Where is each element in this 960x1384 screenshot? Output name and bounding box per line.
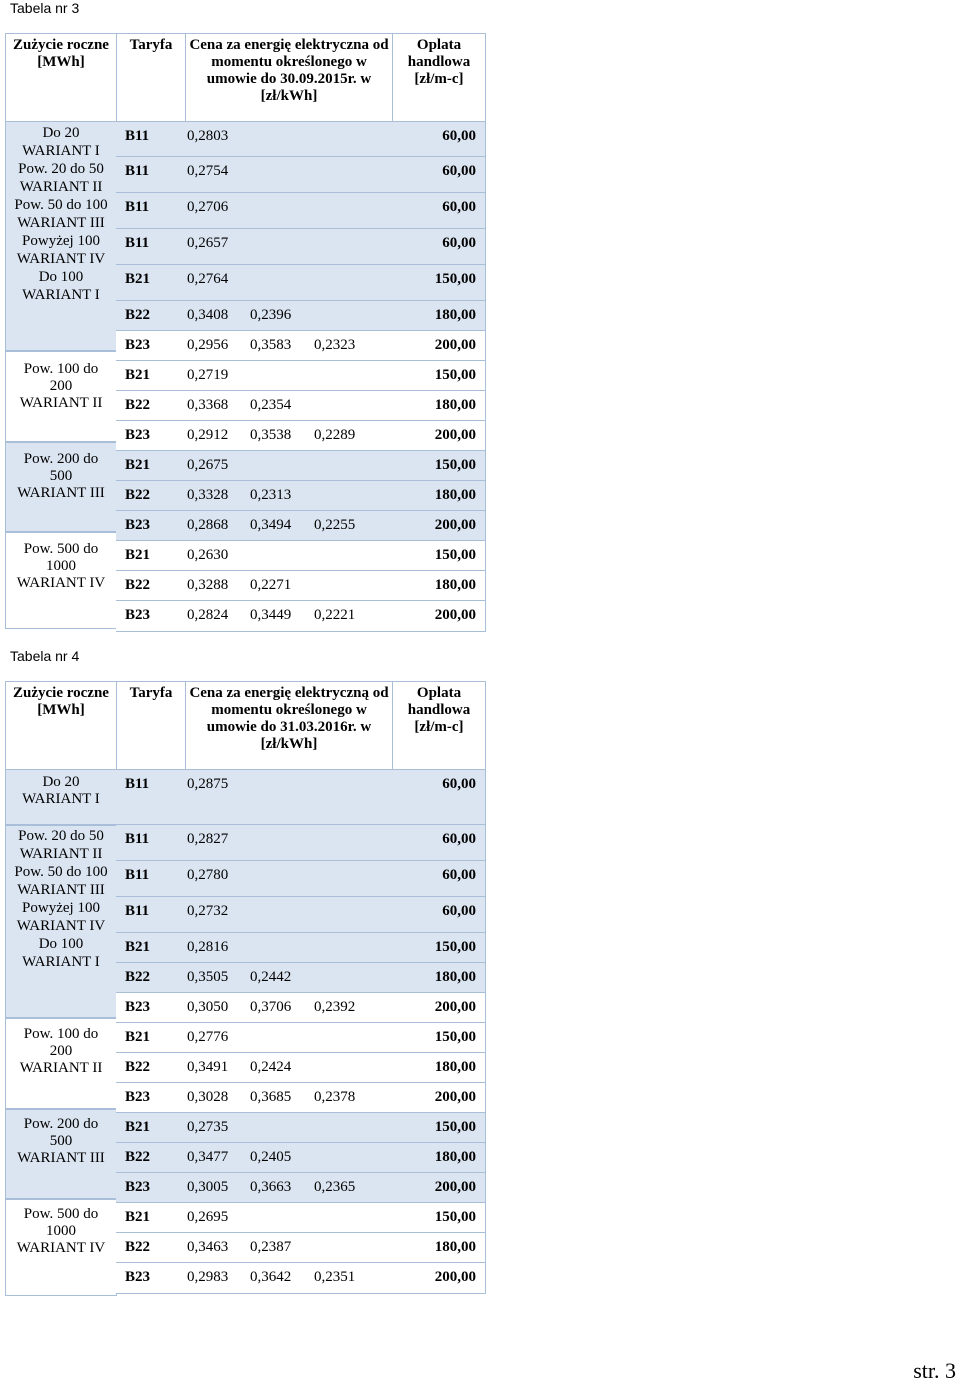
price-cell-3: 0,2378: [314, 1089, 356, 1105]
price-cell-1: 0,2657: [187, 235, 229, 251]
price-cell-3: [305, 157, 361, 192]
usage-label: Pow. 20 do 50: [18, 161, 104, 177]
fee-cell: 200,00: [434, 337, 476, 353]
tariff-cell: B23: [125, 1269, 151, 1285]
price-cell-3: [305, 122, 361, 156]
usage-label: Powyżej 100: [22, 900, 100, 916]
tariff-cell: B21: [125, 1119, 151, 1135]
table-row: [116, 1263, 486, 1294]
price-cell-2: [241, 265, 305, 300]
price-cell-1: 0,2816: [187, 939, 229, 955]
table4-usage-block-4: Pow. 500 do 1000 WARIANT IV: [5, 1199, 117, 1296]
table-row: [116, 361, 486, 391]
table-row: [116, 121, 486, 157]
tariff-cell: B23: [125, 337, 151, 353]
table4-usage-block-1b: [5, 825, 117, 1018]
tariff-cell: B23: [125, 1179, 151, 1195]
table-row: [116, 897, 486, 933]
fee-cell: 180,00: [434, 1059, 476, 1075]
price-cell-2: 0,2396: [250, 307, 292, 323]
header-price: Cena za energię elektryczną od momentu określonego w umowie do 31.03.2016r. w [zł/kWh]: [186, 682, 393, 770]
price-cell-3: [305, 1053, 361, 1082]
price-cell-1: 0,2776: [187, 1029, 229, 1045]
table-row: [116, 1023, 486, 1053]
price-cell-3: [305, 193, 361, 228]
tariff-cell: B23: [125, 427, 151, 443]
price-cell-2: [241, 122, 305, 156]
tariff-cell: B23: [125, 999, 151, 1015]
fee-cell: 180,00: [434, 1239, 476, 1255]
table-row: [116, 301, 486, 331]
price-cell-1: 0,2827: [187, 831, 229, 847]
price-cell-3: [305, 481, 361, 510]
fee-cell: 200,00: [434, 1089, 476, 1105]
usage-label: WARIANT IV: [16, 918, 106, 934]
tariff-cell: B11: [125, 163, 150, 179]
price-cell-3: 0,2351: [314, 1269, 356, 1285]
usage-label: WARIANT IV: [16, 251, 106, 267]
usage-label: WARIANT III: [17, 882, 105, 898]
price-cell-1: 0,2706: [187, 199, 229, 215]
table-row: [116, 1053, 486, 1083]
tariff-cell: B11: [125, 199, 150, 215]
tariff-cell: B21: [125, 547, 151, 563]
price-cell-2: 0,3449: [250, 607, 292, 623]
table-row: [116, 391, 486, 421]
usage-label: Do 100: [38, 269, 84, 285]
tariff-cell: B22: [125, 307, 151, 323]
price-cell-3: [305, 1203, 361, 1232]
price-cell-3: [305, 825, 361, 860]
table-row: [116, 1233, 486, 1263]
table4-usage-block-1: Do 20 WARIANT I: [5, 769, 117, 825]
fee-cell: 200,00: [434, 517, 476, 533]
table-row: [116, 1143, 486, 1173]
tariff-cell: B22: [125, 487, 151, 503]
usage-label: Powyżej 100: [22, 233, 100, 249]
page-number: str. 3: [913, 1358, 956, 1383]
price-cell-2: 0,3642: [250, 1269, 292, 1285]
usage-label: WARIANT I: [22, 143, 100, 159]
tariff-cell: B21: [125, 367, 151, 383]
price-cell-2: [241, 897, 305, 932]
header-tariff: Taryfa: [117, 34, 186, 122]
price-cell-1: 0,2675: [187, 457, 229, 473]
header-fee: Oplata handlowa [zł/m-c]: [393, 682, 486, 770]
tariff-cell: B11: [125, 235, 150, 251]
table-row: [116, 1203, 486, 1233]
fee-cell: 60,00: [442, 776, 476, 792]
table-row: [116, 331, 486, 361]
price-cell-2: [241, 933, 305, 962]
price-cell-3: [305, 1023, 361, 1052]
price-cell-3: [305, 301, 361, 330]
tariff-cell: B11: [125, 831, 150, 847]
table-row: [116, 1083, 486, 1113]
table-row: [116, 861, 486, 897]
price-cell-1: 0,3328: [187, 487, 229, 503]
price-cell-2: 0,2354: [250, 397, 292, 413]
price-cell-2: [241, 825, 305, 860]
table-header-row: [6, 682, 486, 770]
table3-usage-block-4: Pow. 500 do 1000 WARIANT IV: [5, 532, 117, 629]
table-row: [116, 541, 486, 571]
price-cell-1: 0,2764: [187, 271, 229, 287]
price-cell-1: 0,2875: [187, 776, 229, 792]
price-cell-2: [241, 770, 305, 824]
fee-cell: 60,00: [442, 128, 476, 144]
table-row: [116, 157, 486, 193]
price-cell-3: 0,2289: [314, 427, 356, 443]
usage-label: Do 20: [42, 125, 80, 141]
price-cell-3: 0,2255: [314, 517, 356, 533]
fee-cell: 150,00: [434, 1209, 476, 1225]
table-row: [116, 601, 486, 632]
fee-cell: 60,00: [442, 235, 476, 251]
tariff-table-3: [5, 33, 486, 122]
price-cell-3: [305, 1233, 361, 1262]
price-cell-2: [241, 451, 305, 480]
usage-label: Do 100: [38, 936, 84, 952]
price-cell-3: 0,2323: [314, 337, 356, 353]
fee-cell: 150,00: [434, 547, 476, 563]
fee-cell: 200,00: [434, 427, 476, 443]
fee-cell: 180,00: [434, 1149, 476, 1165]
tariff-cell: B21: [125, 271, 151, 287]
price-cell-1: 0,2695: [187, 1209, 229, 1225]
table-row: [116, 193, 486, 229]
tariff-cell: B22: [125, 397, 151, 413]
table3-usage-block-2: Pow. 100 do 200 WARIANT II: [5, 351, 117, 442]
price-cell-1: 0,2868: [187, 517, 229, 533]
price-cell-1: 0,3050: [187, 999, 229, 1015]
table-row: [116, 265, 486, 301]
price-cell-2: [241, 1113, 305, 1142]
price-cell-1: 0,3288: [187, 577, 229, 593]
price-cell-2: 0,2271: [250, 577, 292, 593]
fee-cell: 200,00: [434, 999, 476, 1015]
tariff-cell: B23: [125, 1089, 151, 1105]
price-cell-3: [305, 361, 361, 390]
header-price: Cena za energię elektryczna od momentu określonego w umowie do 30.09.2015r. w [zł/kWh]: [186, 34, 393, 122]
table-row: [116, 571, 486, 601]
table-row: [116, 825, 486, 861]
price-cell-2: 0,2313: [250, 487, 292, 503]
fee-cell: 150,00: [434, 271, 476, 287]
fee-cell: 150,00: [434, 939, 476, 955]
price-cell-1: 0,2956: [187, 337, 229, 353]
tariff-cell: B21: [125, 457, 151, 473]
table-header-row: [6, 34, 486, 122]
table-row: [116, 769, 486, 825]
fee-cell: 200,00: [434, 607, 476, 623]
price-cell-1: 0,2912: [187, 427, 229, 443]
tariff-cell: B11: [125, 903, 150, 919]
tariff-cell: B21: [125, 1029, 151, 1045]
fee-cell: 180,00: [434, 577, 476, 593]
fee-cell: 150,00: [434, 367, 476, 383]
price-cell-2: 0,2387: [250, 1239, 292, 1255]
price-cell-3: [305, 897, 361, 932]
fee-cell: 150,00: [434, 1029, 476, 1045]
header-fee: Oplata handlowa [zł/m-c]: [393, 34, 486, 122]
fee-cell: 180,00: [434, 969, 476, 985]
tariff-cell: B22: [125, 969, 151, 985]
fee-cell: 60,00: [442, 199, 476, 215]
table-row: [116, 993, 486, 1023]
table-row: [116, 421, 486, 451]
price-cell-2: 0,3685: [250, 1089, 292, 1105]
tariff-cell: B11: [125, 867, 150, 883]
price-cell-2: [241, 361, 305, 390]
table4-usage-block-2: Pow. 100 do 200 WARIANT II: [5, 1018, 117, 1109]
price-cell-1: 0,3491: [187, 1059, 229, 1075]
usage-label: WARIANT II: [19, 846, 103, 862]
header-tariff: Taryfa: [117, 682, 186, 770]
price-cell-2: 0,2405: [250, 1149, 292, 1165]
price-cell-3: [305, 933, 361, 962]
price-cell-1: 0,2824: [187, 607, 229, 623]
price-cell-1: 0,3005: [187, 1179, 229, 1195]
fee-cell: 200,00: [434, 1269, 476, 1285]
fee-cell: 150,00: [434, 1119, 476, 1135]
price-cell-1: 0,2719: [187, 367, 229, 383]
table-row: [116, 511, 486, 541]
price-cell-3: 0,2365: [314, 1179, 356, 1195]
fee-cell: 180,00: [434, 307, 476, 323]
table-row: [116, 229, 486, 265]
price-cell-1: 0,3477: [187, 1149, 229, 1165]
usage-label: Pow. 50 do 100: [14, 864, 108, 880]
table4-usage-block-3: Pow. 200 do 500 WARIANT III: [5, 1109, 117, 1199]
table-row: [116, 963, 486, 993]
tariff-cell: B23: [125, 517, 151, 533]
price-cell-2: 0,3663: [250, 1179, 292, 1195]
price-cell-1: 0,2732: [187, 903, 229, 919]
price-cell-2: 0,3583: [250, 337, 292, 353]
price-cell-1: 0,3408: [187, 307, 229, 323]
tariff-cell: B22: [125, 1059, 151, 1075]
price-cell-3: [305, 1143, 361, 1172]
fee-cell: 180,00: [434, 487, 476, 503]
fee-cell: 180,00: [434, 397, 476, 413]
price-cell-2: 0,3706: [250, 999, 292, 1015]
header-usage: Zużycie roczne [MWh]: [6, 682, 117, 770]
tariff-cell: B23: [125, 607, 151, 623]
tariff-cell: B22: [125, 1239, 151, 1255]
price-cell-1: 0,2780: [187, 867, 229, 883]
fee-cell: 60,00: [442, 867, 476, 883]
table4-rows: [116, 769, 486, 1294]
price-cell-2: [241, 861, 305, 896]
usage-label: WARIANT I: [22, 954, 100, 970]
fee-cell: 60,00: [442, 163, 476, 179]
table3-rows: [116, 121, 486, 632]
price-cell-2: [241, 1203, 305, 1232]
price-cell-1: 0,2754: [187, 163, 229, 179]
price-cell-1: 0,2630: [187, 547, 229, 563]
price-cell-2: [241, 1023, 305, 1052]
price-cell-3: [305, 861, 361, 896]
price-cell-1: 0,3463: [187, 1239, 229, 1255]
tariff-cell: B22: [125, 1149, 151, 1165]
table3-usage-block-1: [5, 121, 117, 351]
price-cell-3: [305, 541, 361, 570]
table-row: [116, 481, 486, 511]
header-usage: Zużycie roczne [MWh]: [6, 34, 117, 122]
price-cell-2: [241, 157, 305, 192]
tariff-cell: B21: [125, 939, 151, 955]
usage-label: WARIANT III: [17, 215, 105, 231]
tariff-cell: B11: [125, 776, 150, 792]
price-cell-1: 0,3505: [187, 969, 229, 985]
tariff-cell: B22: [125, 577, 151, 593]
price-cell-2: 0,2442: [250, 969, 292, 985]
price-cell-3: [305, 770, 361, 824]
price-cell-1: 0,2803: [187, 128, 229, 144]
price-cell-3: [305, 229, 361, 264]
price-cell-2: [241, 193, 305, 228]
price-cell-3: [305, 451, 361, 480]
table-row: [116, 933, 486, 963]
fee-cell: 150,00: [434, 457, 476, 473]
price-cell-1: 0,2735: [187, 1119, 229, 1135]
fee-cell: 60,00: [442, 831, 476, 847]
usage-label: WARIANT I: [22, 287, 100, 303]
price-cell-2: 0,3494: [250, 517, 292, 533]
price-cell-2: 0,3538: [250, 427, 292, 443]
price-cell-3: [305, 391, 361, 420]
usage-label: Pow. 20 do 50: [18, 828, 104, 844]
fee-cell: 60,00: [442, 903, 476, 919]
table-row: [116, 451, 486, 481]
price-cell-2: 0,2424: [250, 1059, 292, 1075]
table4-caption: Tabela nr 4: [10, 648, 80, 664]
usage-label: WARIANT II: [19, 179, 103, 195]
fee-cell: 200,00: [434, 1179, 476, 1195]
price-cell-2: [241, 229, 305, 264]
table-row: [116, 1113, 486, 1143]
price-cell-3: 0,2221: [314, 607, 356, 623]
tariff-table-4: [5, 681, 486, 770]
price-cell-1: 0,2983: [187, 1269, 229, 1285]
price-cell-3: 0,2392: [314, 999, 356, 1015]
table-row: [116, 1173, 486, 1203]
table3-usage-block-3: Pow. 200 do 500 WARIANT III: [5, 442, 117, 532]
price-cell-3: [305, 265, 361, 300]
table3-caption: Tabela nr 3: [10, 0, 80, 16]
price-cell-1: 0,3028: [187, 1089, 229, 1105]
price-cell-3: [305, 1113, 361, 1142]
price-cell-3: [305, 963, 361, 992]
tariff-cell: B11: [125, 128, 150, 144]
price-cell-3: [305, 571, 361, 600]
usage-label: Pow. 50 do 100: [14, 197, 108, 213]
price-cell-1: 0,3368: [187, 397, 229, 413]
tariff-cell: B21: [125, 1209, 151, 1225]
price-cell-2: [241, 541, 305, 570]
